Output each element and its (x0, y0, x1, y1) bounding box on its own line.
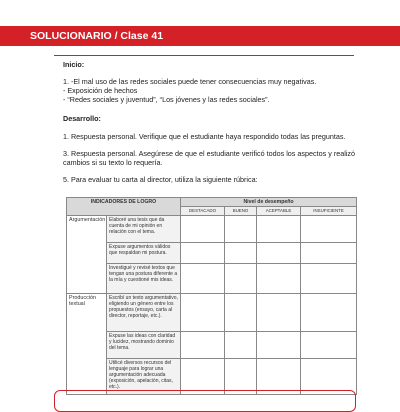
solution-content (63, 58, 355, 184)
desarrollo-item-1: 1. Respuesta personal. Verifique que el estudiante haya respondido todas las preguntas. (63, 132, 346, 141)
score-cell[interactable] (225, 294, 257, 332)
rubric-row (67, 332, 357, 359)
score-cell[interactable] (181, 332, 225, 359)
desarrollo-item-3: 3. Respuesta personal. Asegúrese de que el estudiante verificó todos los aspectos y realizó cambios si su texto lo requería. (63, 149, 355, 167)
level-header: INSUFICIENTE (301, 207, 357, 216)
score-cell[interactable] (301, 264, 357, 294)
indicator-text: Escribí un texto argumentativo, eligiendo un género entre los propuestos (ensayo, carta al director, reportaje, etc.). (107, 294, 181, 332)
score-cell[interactable] (181, 294, 225, 332)
score-cell[interactable] (181, 216, 225, 243)
criterion-label: Producción textual (67, 294, 107, 395)
rubric-row (67, 264, 357, 294)
score-cell[interactable] (181, 243, 225, 264)
level-header: ACEPTABLE (257, 207, 301, 216)
rubric-row (67, 216, 357, 243)
indicator-text: Expuse argumentos válidos que respaldan mi postura. (107, 243, 181, 264)
score-cell[interactable] (257, 332, 301, 359)
page-title: SOLUCIONARIO / Clase 41 (30, 30, 164, 42)
header-divider (54, 55, 354, 56)
performance-header: Nivel de desempeño (181, 198, 357, 207)
inicio-line-2: - Exposición de hechos (63, 86, 138, 95)
footer-box (54, 390, 356, 412)
level-header: DESTACADO (181, 207, 225, 216)
score-cell[interactable] (301, 332, 357, 359)
desarrollo-item-5: 5. Para evaluar tu carta al director, utiliza la siguiente rúbrica: (63, 175, 258, 184)
score-cell[interactable] (181, 264, 225, 294)
score-cell[interactable] (301, 243, 357, 264)
desarrollo-heading: Desarrollo: (63, 114, 101, 123)
indicators-header: INDICADORES DE LOGRO (67, 198, 181, 216)
inicio-line-1: 1. -El mal uso de las redes sociales puede tener consecuencias muy negativas. (63, 77, 317, 86)
inicio-heading: Inicio: (63, 60, 85, 69)
score-cell[interactable] (225, 332, 257, 359)
rubric-row (67, 294, 357, 332)
score-cell[interactable] (225, 216, 257, 243)
indicator-text: Expuse las ideas con claridad y lucidez, mostrando dominio del tema. (107, 332, 181, 359)
rubric-table (66, 197, 357, 395)
indicator-text: Investigué y revisé textos que tengan una postura diferente a la mía y cuestioné mis ideas. (107, 264, 181, 294)
score-cell[interactable] (225, 243, 257, 264)
level-header: BUENO (225, 207, 257, 216)
rubric-row (67, 243, 357, 264)
inicio-line-3: - “Redes sociales y juventud”, “Los jóvenes y las redes sociales”. (63, 95, 270, 104)
score-cell[interactable] (257, 243, 301, 264)
score-cell[interactable] (301, 294, 357, 332)
indicator-text: Elaboré una tesis que da cuenta de mi opinión en relación con el tema. (107, 216, 181, 243)
score-cell[interactable] (257, 216, 301, 243)
criterion-label: Argumentación (67, 216, 107, 294)
score-cell[interactable] (301, 216, 357, 243)
score-cell[interactable] (225, 264, 257, 294)
indicator-text: Utilicé diversos recursos del lenguaje para lograr una argumentación adecuada (exposición, apelación, citas, etc.). (107, 359, 181, 395)
score-cell[interactable] (257, 294, 301, 332)
score-cell[interactable] (257, 264, 301, 294)
